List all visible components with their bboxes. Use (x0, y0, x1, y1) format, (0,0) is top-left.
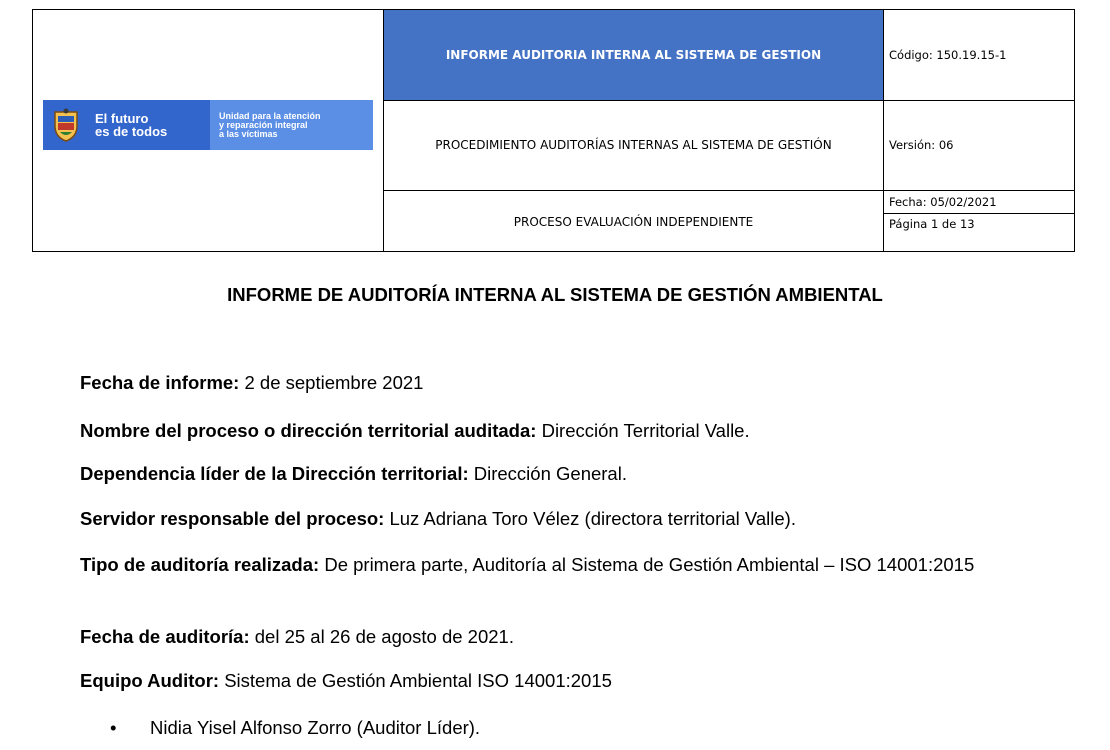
field-lead-unit (80, 463, 1040, 485)
field-label: Nombre del proceso o dirección territorial auditada: (80, 420, 537, 441)
field-value: Dirección General. (468, 463, 627, 484)
header-table (32, 9, 1075, 252)
field-audit-team (80, 670, 1040, 692)
entity-logo (43, 100, 373, 150)
field-value: De primera parte, Auditoría al Sistema de Gestión Ambiental – ISO 14001:2015 (319, 554, 975, 575)
field-label: Dependencia líder de la Dirección territorial: (80, 463, 469, 484)
header-procedure: PROCEDIMIENTO AUDITORÍAS INTERNAS AL SISTEMA DE GESTIÓN (435, 138, 832, 152)
header-date: Fecha: 05/02/2021 (889, 194, 997, 209)
field-value: Dirección Territorial Valle. (536, 420, 750, 441)
field-label: Servidor responsable del proceso: (80, 508, 385, 529)
field-value: Sistema de Gestión Ambiental ISO 14001:2015 (219, 670, 612, 691)
field-audit-date (80, 626, 1040, 648)
header-version: Versión: 06 (889, 138, 954, 152)
bullet-icon: • (110, 717, 117, 738)
document-title: INFORME DE AUDITORÍA INTERNA AL SISTEMA DE GESTIÓN AMBIENTAL (227, 284, 883, 305)
logo-sub-line: Unidad para la atención (219, 110, 321, 121)
list-item (110, 716, 480, 740)
field-value: 2 de septiembre 2021 (239, 372, 424, 393)
field-label: Fecha de informe: (80, 372, 240, 393)
auditor-list (110, 716, 480, 740)
auditor-name: Nidia Yisel Alfonso Zorro (Auditor Líder). (150, 717, 481, 738)
field-label: Fecha de auditoría: (80, 626, 250, 647)
header-title: INFORME AUDITORIA INTERNA AL SISTEMA DE GESTION (384, 10, 883, 100)
logo-sub-line: y reparación integral (219, 119, 308, 130)
logo-main-line: es de todos (95, 124, 168, 139)
field-value: del 25 al 26 de agosto de 2021. (249, 626, 514, 647)
logo-sub-line: a las víctimas (219, 128, 278, 139)
field-report-date (80, 372, 1040, 394)
field-audited-process (80, 420, 1040, 442)
field-label: Tipo de auditoría realizada: (80, 554, 320, 575)
field-label: Equipo Auditor: (80, 670, 220, 691)
field-responsible (80, 508, 1040, 530)
header-process: PROCESO EVALUACIÓN INDEPENDIENTE (513, 214, 754, 229)
logo-main-line: El futuro (95, 111, 149, 126)
header-code: Código: 150.19.15-1 (889, 48, 1007, 62)
header-page: Página 1 de 13 (889, 217, 975, 231)
field-audit-type (80, 554, 1040, 576)
field-value: Luz Adriana Toro Vélez (directora territorial Valle). (384, 508, 796, 529)
coat-of-arms-icon (51, 108, 81, 142)
